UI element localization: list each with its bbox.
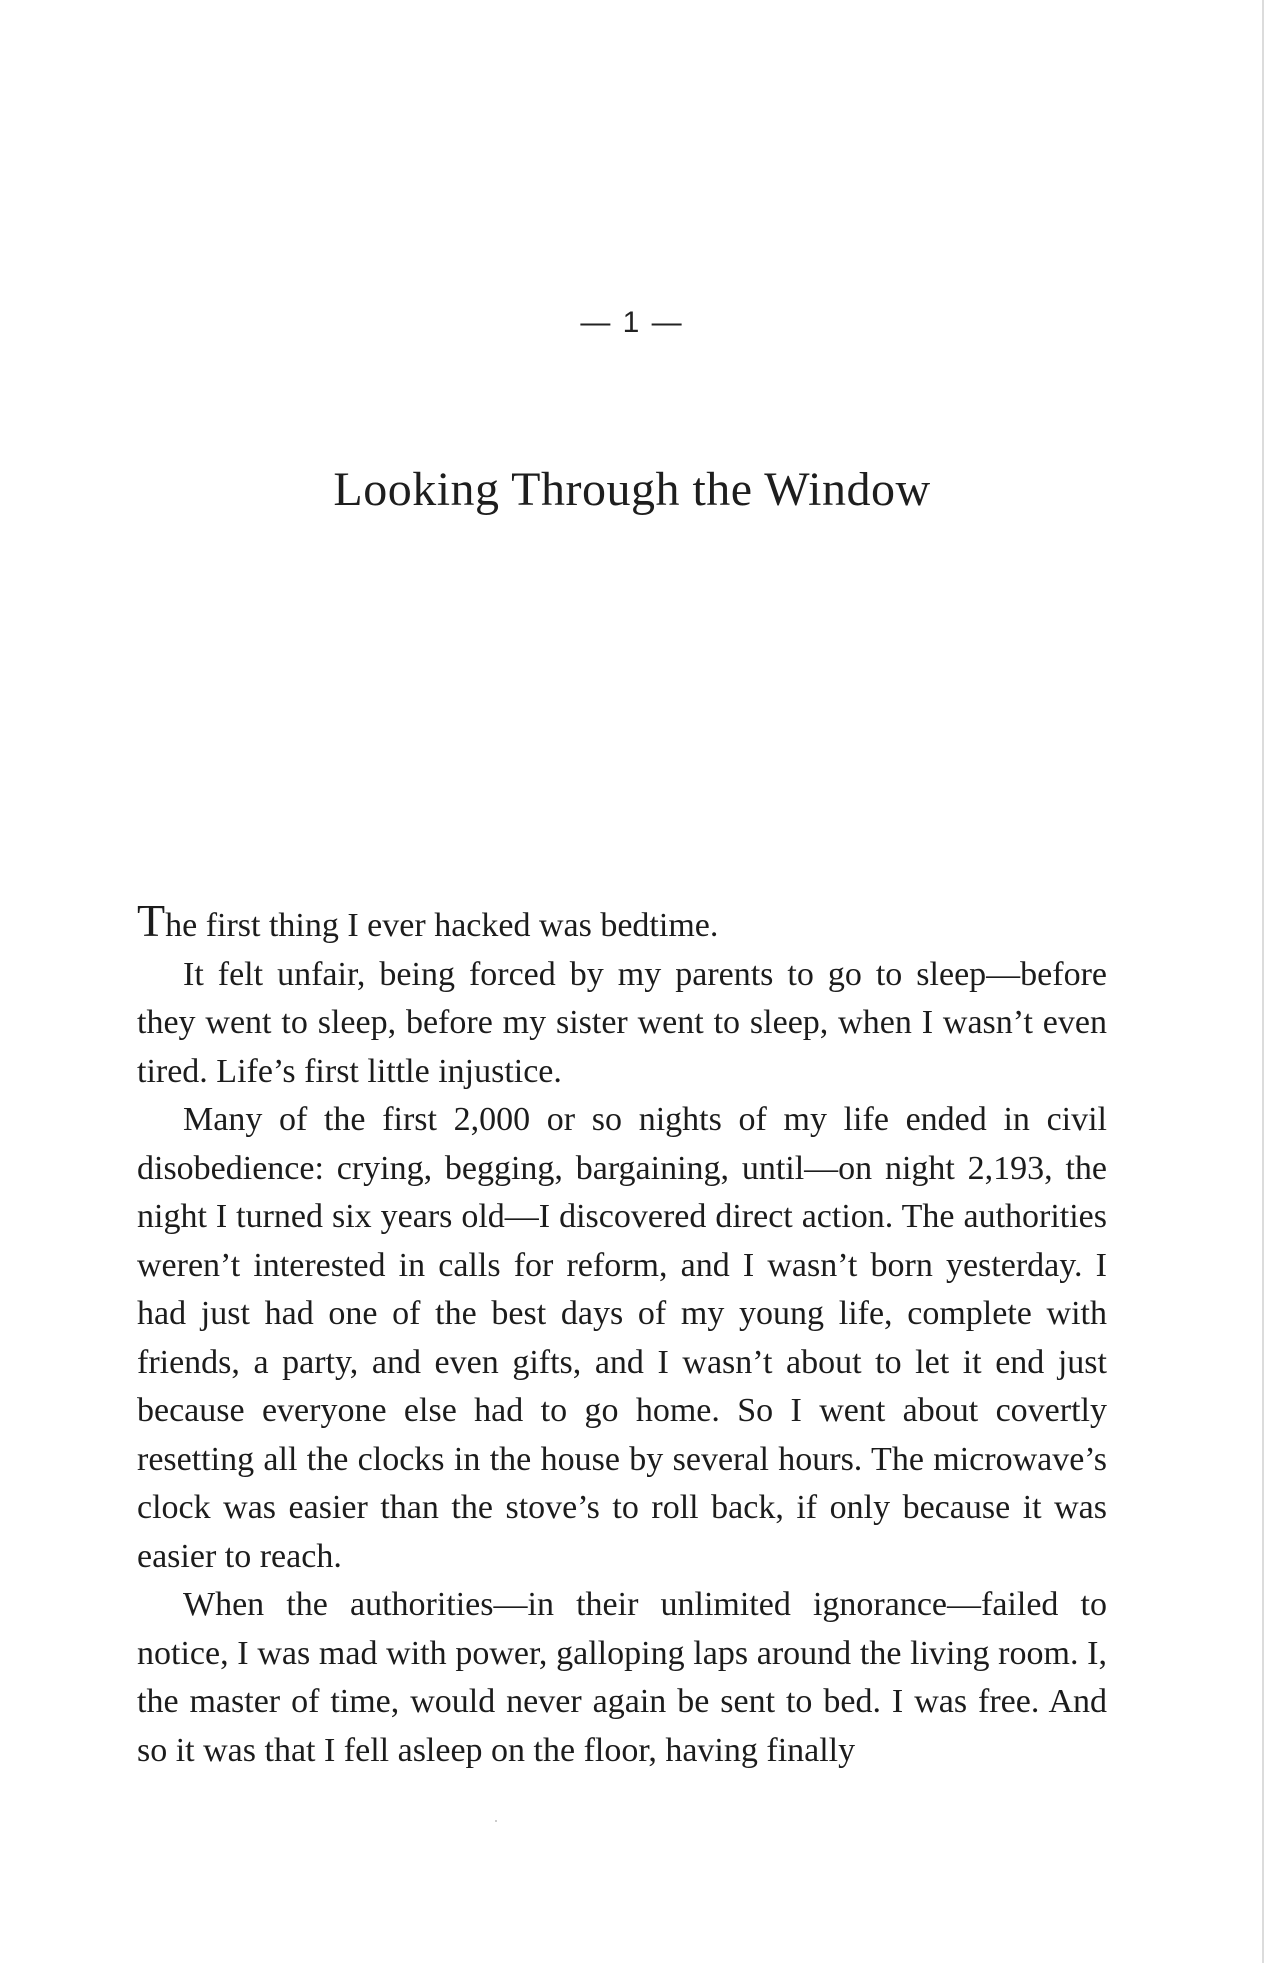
paragraph-1 (137, 895, 1107, 951)
paragraph-4: When the authorities—in their unlimited ignorance—failed to notice, I was mad with power, galloping laps around the living room. I, the master of time, would never again be sent to bed. I was free. And so it was that I fell asleep on the floor, having finally (137, 1586, 1107, 1769)
chapter-body (137, 895, 1107, 1775)
scan-speck (495, 1820, 497, 1822)
paragraph-1-text: he first thing I ever hacked was bedtime. (165, 907, 719, 944)
paragraph-3: Many of the first 2,000 or so nights of my life ended in civil disobedience: crying, begging, bargaining, until—on night 2,193, the night I turned six years old—I discovered direct action. The authorities weren’t interested in calls for reform, and I wasn’t born yesterday. I had just had one of the best days of my young life, complete with friends, a party, and even gifts, and I wasn’t about to let it end just because everyone else had to go home. So I went about covertly resetting all the clocks in the house by several hours. The microwave’s clock was easier than the stove’s to roll back, if only because it was easier to reach. (137, 1101, 1107, 1575)
chapter-title: Looking Through the Window (333, 463, 931, 516)
drop-cap: T (137, 895, 166, 946)
chapter-number: — 1 — (580, 306, 684, 339)
paragraph-2: It felt unfair, being forced by my parents to go to sleep—before they went to sleep, before my sister went to sleep, when I wasn’t even tired. Life’s first little injustice. (137, 955, 1107, 1090)
